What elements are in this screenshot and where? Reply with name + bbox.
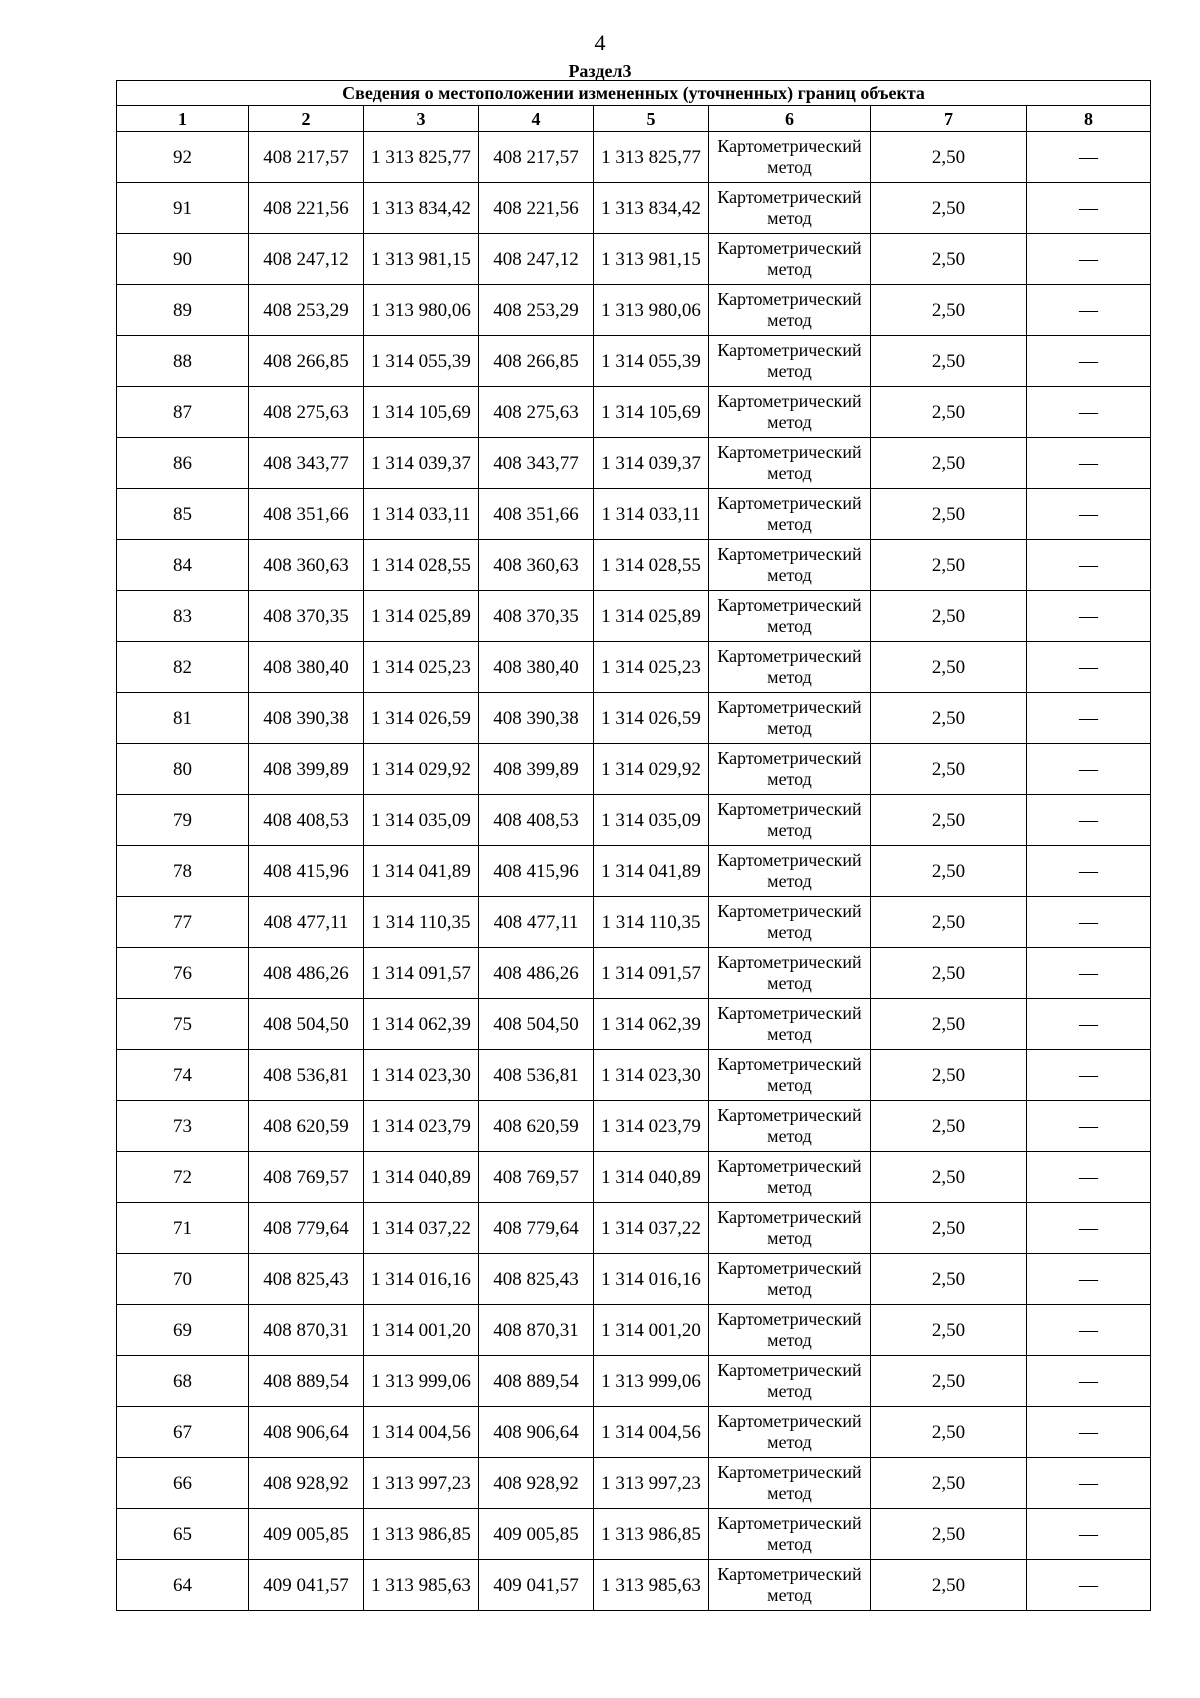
method-cell: Картометрический метод — [709, 591, 871, 642]
x-coordinate-cell: 408 275,63 — [249, 387, 364, 438]
column-header: 2 — [249, 106, 364, 132]
y-coordinate-cell: 1 314 105,69 — [364, 387, 479, 438]
y-coordinate-cell: 1 314 023,30 — [364, 1050, 479, 1101]
accuracy-cell: 2,50 — [871, 744, 1027, 795]
y-new-coordinate-cell: 1 314 105,69 — [594, 387, 709, 438]
point-number-cell: 81 — [117, 693, 249, 744]
accuracy-cell: 2,50 — [871, 795, 1027, 846]
table-row — [117, 438, 1151, 489]
x-new-coordinate-cell: 408 408,53 — [479, 795, 594, 846]
y-new-coordinate-cell: 1 313 999,06 — [594, 1356, 709, 1407]
x-coordinate-cell: 408 399,89 — [249, 744, 364, 795]
table-row — [117, 846, 1151, 897]
y-coordinate-cell: 1 314 033,11 — [364, 489, 479, 540]
accuracy-cell: 2,50 — [871, 438, 1027, 489]
accuracy-cell: 2,50 — [871, 1101, 1027, 1152]
table-row — [117, 1203, 1151, 1254]
x-coordinate-cell: 408 928,92 — [249, 1458, 364, 1509]
y-coordinate-cell: 1 314 110,35 — [364, 897, 479, 948]
x-coordinate-cell: 408 486,26 — [249, 948, 364, 999]
table-row — [117, 1458, 1151, 1509]
y-new-coordinate-cell: 1 314 055,39 — [594, 336, 709, 387]
y-new-coordinate-cell: 1 313 985,63 — [594, 1560, 709, 1611]
table-row — [117, 795, 1151, 846]
description-cell: — — [1027, 642, 1151, 693]
point-number-cell: 68 — [117, 1356, 249, 1407]
y-coordinate-cell: 1 314 028,55 — [364, 540, 479, 591]
x-new-coordinate-cell: 408 370,35 — [479, 591, 594, 642]
description-cell: — — [1027, 897, 1151, 948]
description-cell: — — [1027, 183, 1151, 234]
accuracy-cell: 2,50 — [871, 642, 1027, 693]
description-cell: — — [1027, 540, 1151, 591]
accuracy-cell: 2,50 — [871, 1203, 1027, 1254]
y-new-coordinate-cell: 1 314 025,89 — [594, 591, 709, 642]
point-number-cell: 71 — [117, 1203, 249, 1254]
point-number-cell: 84 — [117, 540, 249, 591]
x-coordinate-cell: 409 041,57 — [249, 1560, 364, 1611]
y-new-coordinate-cell: 1 314 040,89 — [594, 1152, 709, 1203]
description-cell: — — [1027, 846, 1151, 897]
x-coordinate-cell: 408 408,53 — [249, 795, 364, 846]
accuracy-cell: 2,50 — [871, 999, 1027, 1050]
y-new-coordinate-cell: 1 314 091,57 — [594, 948, 709, 999]
table-row — [117, 1509, 1151, 1560]
y-coordinate-cell: 1 314 029,92 — [364, 744, 479, 795]
description-cell: — — [1027, 438, 1151, 489]
method-cell: Картометрический метод — [709, 132, 871, 183]
accuracy-cell: 2,50 — [871, 1254, 1027, 1305]
y-new-coordinate-cell: 1 314 001,20 — [594, 1305, 709, 1356]
x-coordinate-cell: 408 415,96 — [249, 846, 364, 897]
y-new-coordinate-cell: 1 314 023,79 — [594, 1101, 709, 1152]
x-coordinate-cell: 408 825,43 — [249, 1254, 364, 1305]
x-new-coordinate-cell: 408 536,81 — [479, 1050, 594, 1101]
column-header: 7 — [871, 106, 1027, 132]
table-row — [117, 693, 1151, 744]
x-coordinate-cell: 408 247,12 — [249, 234, 364, 285]
description-cell: — — [1027, 1560, 1151, 1611]
method-cell: Картометрический метод — [709, 234, 871, 285]
x-coordinate-cell: 408 253,29 — [249, 285, 364, 336]
method-cell: Картометрический метод — [709, 846, 871, 897]
y-new-coordinate-cell: 1 314 028,55 — [594, 540, 709, 591]
y-coordinate-cell: 1 314 023,79 — [364, 1101, 479, 1152]
y-new-coordinate-cell: 1 314 016,16 — [594, 1254, 709, 1305]
accuracy-cell: 2,50 — [871, 897, 1027, 948]
column-header: 8 — [1027, 106, 1151, 132]
x-new-coordinate-cell: 408 275,63 — [479, 387, 594, 438]
description-cell: — — [1027, 693, 1151, 744]
description-cell: — — [1027, 489, 1151, 540]
method-cell: Картометрический метод — [709, 1305, 871, 1356]
x-coordinate-cell: 408 779,64 — [249, 1203, 364, 1254]
x-coordinate-cell: 408 620,59 — [249, 1101, 364, 1152]
x-new-coordinate-cell: 408 266,85 — [479, 336, 594, 387]
method-cell: Картометрический метод — [709, 183, 871, 234]
x-coordinate-cell: 408 477,11 — [249, 897, 364, 948]
table-row — [117, 1305, 1151, 1356]
y-coordinate-cell: 1 314 039,37 — [364, 438, 479, 489]
table-caption-row — [117, 81, 1151, 106]
y-coordinate-cell: 1 314 037,22 — [364, 1203, 479, 1254]
x-new-coordinate-cell: 408 390,38 — [479, 693, 594, 744]
x-new-coordinate-cell: 408 486,26 — [479, 948, 594, 999]
x-new-coordinate-cell: 408 351,66 — [479, 489, 594, 540]
y-new-coordinate-cell: 1 314 029,92 — [594, 744, 709, 795]
point-number-cell: 75 — [117, 999, 249, 1050]
y-new-coordinate-cell: 1 314 033,11 — [594, 489, 709, 540]
y-coordinate-cell: 1 314 040,89 — [364, 1152, 479, 1203]
table-row — [117, 489, 1151, 540]
method-cell: Картометрический метод — [709, 1458, 871, 1509]
column-header: 1 — [117, 106, 249, 132]
description-cell: — — [1027, 387, 1151, 438]
method-cell: Картометрический метод — [709, 540, 871, 591]
table-row — [117, 897, 1151, 948]
accuracy-cell: 2,50 — [871, 1356, 1027, 1407]
accuracy-cell: 2,50 — [871, 1560, 1027, 1611]
x-coordinate-cell: 408 390,38 — [249, 693, 364, 744]
y-coordinate-cell: 1 314 025,89 — [364, 591, 479, 642]
accuracy-cell: 2,50 — [871, 591, 1027, 642]
method-cell: Картометрический метод — [709, 693, 871, 744]
y-new-coordinate-cell: 1 313 986,85 — [594, 1509, 709, 1560]
x-new-coordinate-cell: 408 415,96 — [479, 846, 594, 897]
x-coordinate-cell: 408 221,56 — [249, 183, 364, 234]
method-cell: Картометрический метод — [709, 897, 871, 948]
table-row — [117, 336, 1151, 387]
point-number-cell: 92 — [117, 132, 249, 183]
point-number-cell: 82 — [117, 642, 249, 693]
description-cell: — — [1027, 1458, 1151, 1509]
point-number-cell: 79 — [117, 795, 249, 846]
y-coordinate-cell: 1 314 041,89 — [364, 846, 479, 897]
point-number-cell: 78 — [117, 846, 249, 897]
y-new-coordinate-cell: 1 314 041,89 — [594, 846, 709, 897]
accuracy-cell: 2,50 — [871, 1152, 1027, 1203]
y-new-coordinate-cell: 1 314 026,59 — [594, 693, 709, 744]
point-number-cell: 86 — [117, 438, 249, 489]
point-number-cell: 90 — [117, 234, 249, 285]
method-cell: Картометрический метод — [709, 285, 871, 336]
method-cell: Картометрический метод — [709, 1050, 871, 1101]
point-number-cell: 89 — [117, 285, 249, 336]
table-row — [117, 1101, 1151, 1152]
x-new-coordinate-cell: 408 253,29 — [479, 285, 594, 336]
table-header-row — [117, 106, 1151, 132]
point-number-cell: 74 — [117, 1050, 249, 1101]
y-coordinate-cell: 1 314 025,23 — [364, 642, 479, 693]
x-coordinate-cell: 408 217,57 — [249, 132, 364, 183]
y-coordinate-cell: 1 313 834,42 — [364, 183, 479, 234]
accuracy-cell: 2,50 — [871, 234, 1027, 285]
x-new-coordinate-cell: 409 005,85 — [479, 1509, 594, 1560]
description-cell: — — [1027, 795, 1151, 846]
table-row — [117, 1560, 1151, 1611]
x-new-coordinate-cell: 408 779,64 — [479, 1203, 594, 1254]
y-coordinate-cell: 1 314 035,09 — [364, 795, 479, 846]
column-header: 5 — [594, 106, 709, 132]
table-row — [117, 285, 1151, 336]
method-cell: Картометрический метод — [709, 1509, 871, 1560]
method-cell: Картометрический метод — [709, 1356, 871, 1407]
accuracy-cell: 2,50 — [871, 336, 1027, 387]
point-number-cell: 70 — [117, 1254, 249, 1305]
accuracy-cell: 2,50 — [871, 1305, 1027, 1356]
y-coordinate-cell: 1 314 004,56 — [364, 1407, 479, 1458]
x-new-coordinate-cell: 408 217,57 — [479, 132, 594, 183]
accuracy-cell: 2,50 — [871, 846, 1027, 897]
point-number-cell: 73 — [117, 1101, 249, 1152]
x-new-coordinate-cell: 408 889,54 — [479, 1356, 594, 1407]
x-new-coordinate-cell: 408 399,89 — [479, 744, 594, 795]
description-cell: — — [1027, 1407, 1151, 1458]
point-number-cell: 77 — [117, 897, 249, 948]
description-cell: — — [1027, 132, 1151, 183]
x-coordinate-cell: 408 906,64 — [249, 1407, 364, 1458]
point-number-cell: 66 — [117, 1458, 249, 1509]
accuracy-cell: 2,50 — [871, 387, 1027, 438]
table-body — [117, 132, 1151, 1611]
x-new-coordinate-cell: 408 343,77 — [479, 438, 594, 489]
x-coordinate-cell: 408 360,63 — [249, 540, 364, 591]
x-coordinate-cell: 408 266,85 — [249, 336, 364, 387]
point-number-cell: 83 — [117, 591, 249, 642]
description-cell: — — [1027, 1101, 1151, 1152]
y-new-coordinate-cell: 1 314 037,22 — [594, 1203, 709, 1254]
description-cell: — — [1027, 999, 1151, 1050]
method-cell: Картометрический метод — [709, 1407, 871, 1458]
method-cell: Картометрический метод — [709, 642, 871, 693]
description-cell: — — [1027, 1254, 1151, 1305]
table-row — [117, 1050, 1151, 1101]
x-new-coordinate-cell: 408 769,57 — [479, 1152, 594, 1203]
description-cell: — — [1027, 1050, 1151, 1101]
description-cell: — — [1027, 948, 1151, 999]
section-title: Раздел3 — [568, 61, 632, 81]
table-row — [117, 1254, 1151, 1305]
accuracy-cell: 2,50 — [871, 1458, 1027, 1509]
y-new-coordinate-cell: 1 313 981,15 — [594, 234, 709, 285]
method-cell: Картометрический метод — [709, 1254, 871, 1305]
y-coordinate-cell: 1 314 001,20 — [364, 1305, 479, 1356]
accuracy-cell: 2,50 — [871, 948, 1027, 999]
x-coordinate-cell: 408 889,54 — [249, 1356, 364, 1407]
description-cell: — — [1027, 336, 1151, 387]
table-row — [117, 999, 1151, 1050]
point-number-cell: 76 — [117, 948, 249, 999]
point-number-cell: 87 — [117, 387, 249, 438]
x-new-coordinate-cell: 408 825,43 — [479, 1254, 594, 1305]
accuracy-cell: 2,50 — [871, 1050, 1027, 1101]
description-cell: — — [1027, 591, 1151, 642]
point-number-cell: 65 — [117, 1509, 249, 1560]
column-header: 3 — [364, 106, 479, 132]
x-new-coordinate-cell: 408 247,12 — [479, 234, 594, 285]
y-new-coordinate-cell: 1 314 004,56 — [594, 1407, 709, 1458]
y-new-coordinate-cell: 1 314 039,37 — [594, 438, 709, 489]
x-coordinate-cell: 408 380,40 — [249, 642, 364, 693]
x-coordinate-cell: 408 343,77 — [249, 438, 364, 489]
table-row — [117, 540, 1151, 591]
description-cell: — — [1027, 1305, 1151, 1356]
point-number-cell: 72 — [117, 1152, 249, 1203]
point-number-cell: 80 — [117, 744, 249, 795]
y-coordinate-cell: 1 313 981,15 — [364, 234, 479, 285]
description-cell: — — [1027, 1509, 1151, 1560]
method-cell: Картометрический метод — [709, 744, 871, 795]
x-coordinate-cell: 408 536,81 — [249, 1050, 364, 1101]
method-cell: Картометрический метод — [709, 336, 871, 387]
table-row — [117, 1407, 1151, 1458]
y-new-coordinate-cell: 1 314 025,23 — [594, 642, 709, 693]
table-row — [117, 132, 1151, 183]
point-number-cell: 64 — [117, 1560, 249, 1611]
y-new-coordinate-cell: 1 314 035,09 — [594, 795, 709, 846]
y-coordinate-cell: 1 314 091,57 — [364, 948, 479, 999]
y-coordinate-cell: 1 314 026,59 — [364, 693, 479, 744]
method-cell: Картометрический метод — [709, 795, 871, 846]
x-new-coordinate-cell: 408 928,92 — [479, 1458, 594, 1509]
y-coordinate-cell: 1 314 055,39 — [364, 336, 479, 387]
description-cell: — — [1027, 1152, 1151, 1203]
accuracy-cell: 2,50 — [871, 1509, 1027, 1560]
method-cell: Картометрический метод — [709, 1560, 871, 1611]
method-cell: Картометрический метод — [709, 1203, 871, 1254]
y-coordinate-cell: 1 313 985,63 — [364, 1560, 479, 1611]
y-new-coordinate-cell: 1 314 062,39 — [594, 999, 709, 1050]
y-new-coordinate-cell: 1 313 997,23 — [594, 1458, 709, 1509]
y-coordinate-cell: 1 314 016,16 — [364, 1254, 479, 1305]
x-new-coordinate-cell: 408 906,64 — [479, 1407, 594, 1458]
table-row — [117, 234, 1151, 285]
accuracy-cell: 2,50 — [871, 489, 1027, 540]
point-number-cell: 67 — [117, 1407, 249, 1458]
y-new-coordinate-cell: 1 313 834,42 — [594, 183, 709, 234]
column-header: 6 — [709, 106, 871, 132]
table-row — [117, 1152, 1151, 1203]
table-row — [117, 642, 1151, 693]
x-new-coordinate-cell: 408 620,59 — [479, 1101, 594, 1152]
accuracy-cell: 2,50 — [871, 132, 1027, 183]
x-coordinate-cell: 408 370,35 — [249, 591, 364, 642]
method-cell: Картометрический метод — [709, 1152, 871, 1203]
method-cell: Картометрический метод — [709, 999, 871, 1050]
table-row — [117, 1356, 1151, 1407]
point-number-cell: 88 — [117, 336, 249, 387]
x-new-coordinate-cell: 408 360,63 — [479, 540, 594, 591]
x-coordinate-cell: 408 504,50 — [249, 999, 364, 1050]
table-row — [117, 744, 1151, 795]
point-number-cell: 91 — [117, 183, 249, 234]
table-row — [117, 183, 1151, 234]
description-cell: — — [1027, 1203, 1151, 1254]
table-row — [117, 591, 1151, 642]
accuracy-cell: 2,50 — [871, 540, 1027, 591]
y-coordinate-cell: 1 313 980,06 — [364, 285, 479, 336]
y-new-coordinate-cell: 1 313 980,06 — [594, 285, 709, 336]
x-new-coordinate-cell: 408 380,40 — [479, 642, 594, 693]
accuracy-cell: 2,50 — [871, 183, 1027, 234]
page-number: 4 — [594, 30, 606, 55]
x-coordinate-cell: 408 351,66 — [249, 489, 364, 540]
method-cell: Картометрический метод — [709, 489, 871, 540]
x-new-coordinate-cell: 408 477,11 — [479, 897, 594, 948]
y-coordinate-cell: 1 313 986,85 — [364, 1509, 479, 1560]
description-cell: — — [1027, 1356, 1151, 1407]
x-new-coordinate-cell: 408 504,50 — [479, 999, 594, 1050]
table-row — [117, 387, 1151, 438]
method-cell: Картометрический метод — [709, 948, 871, 999]
table-row — [117, 948, 1151, 999]
accuracy-cell: 2,50 — [871, 693, 1027, 744]
x-coordinate-cell: 408 870,31 — [249, 1305, 364, 1356]
description-cell: — — [1027, 285, 1151, 336]
y-coordinate-cell: 1 314 062,39 — [364, 999, 479, 1050]
y-new-coordinate-cell: 1 314 110,35 — [594, 897, 709, 948]
point-number-cell: 69 — [117, 1305, 249, 1356]
x-new-coordinate-cell: 408 870,31 — [479, 1305, 594, 1356]
method-cell: Картометрический метод — [709, 438, 871, 489]
x-coordinate-cell: 409 005,85 — [249, 1509, 364, 1560]
y-coordinate-cell: 1 313 825,77 — [364, 132, 479, 183]
x-new-coordinate-cell: 408 221,56 — [479, 183, 594, 234]
accuracy-cell: 2,50 — [871, 1407, 1027, 1458]
y-coordinate-cell: 1 313 999,06 — [364, 1356, 479, 1407]
description-cell: — — [1027, 234, 1151, 285]
y-new-coordinate-cell: 1 314 023,30 — [594, 1050, 709, 1101]
method-cell: Картометрический метод — [709, 1101, 871, 1152]
x-coordinate-cell: 408 769,57 — [249, 1152, 364, 1203]
accuracy-cell: 2,50 — [871, 285, 1027, 336]
method-cell: Картометрический метод — [709, 387, 871, 438]
y-new-coordinate-cell: 1 313 825,77 — [594, 132, 709, 183]
coordinates-table — [116, 80, 1151, 1611]
point-number-cell: 85 — [117, 489, 249, 540]
column-header: 4 — [479, 106, 594, 132]
x-new-coordinate-cell: 409 041,57 — [479, 1560, 594, 1611]
description-cell: — — [1027, 744, 1151, 795]
table-caption: Сведения о местоположении измененных (уточненных) границ объекта — [117, 81, 1151, 106]
y-coordinate-cell: 1 313 997,23 — [364, 1458, 479, 1509]
